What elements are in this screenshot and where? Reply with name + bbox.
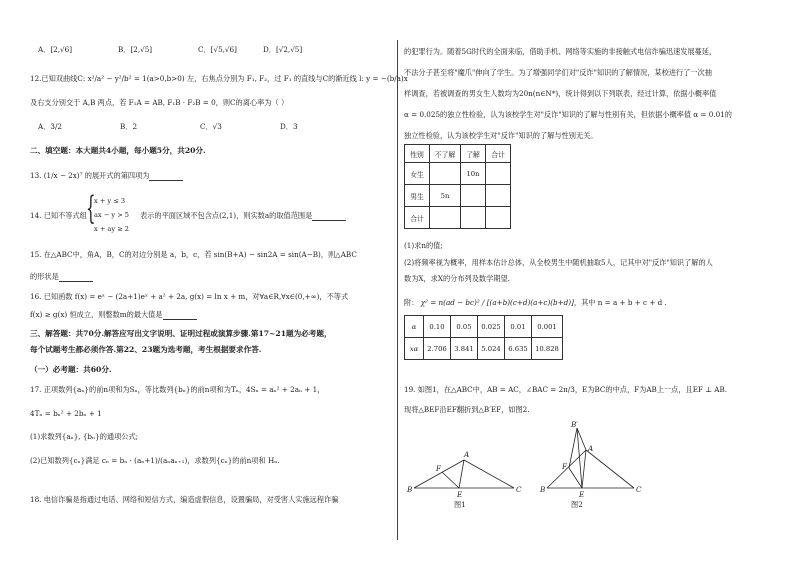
q16-line-1: 16. 已知函数 f(x) = eˣ − (2a+1)eˣ + a² + 2a, g(x) = ln x + m，对∀a∈R,∀x∈(0,+∞)，不等式 (30, 292, 349, 301)
fig2-label-b-prime: B′ (571, 420, 578, 429)
q16-line-2 (30, 310, 197, 320)
q14-ineq-2: ax − y > 5 (94, 211, 130, 219)
q18-para-line-3: 样调查，若被调查的男女生人数均为20n(n∈N*)，统计得到以下列联表，经过计算，依据小概率值 (404, 89, 717, 98)
q17-part-2: (2)已知数列{cₙ}满足 cₙ = bₙ · (aₙ+1)/(aₙaₙ₊₁)，求数列{cₙ}的前n项和 Hₙ. (30, 456, 280, 465)
fig1-caption: 图1 (454, 500, 466, 509)
table-cell (461, 207, 486, 229)
q18-part-1: (1)求n的值; (404, 241, 443, 250)
table-header-cell: 合计 (486, 145, 511, 163)
table-row (405, 207, 511, 229)
fig2-label-f: F (562, 462, 567, 471)
q16-answer-blank[interactable] (163, 312, 197, 320)
q12-line-2: 及右支分别交于 A,B 两点，若 F₁A = AB, F₁B · F₂B = 0，则C的离心率为（ ） (30, 98, 289, 107)
q15-answer-blank[interactable] (59, 274, 93, 282)
table-row (405, 316, 563, 338)
table-cell (430, 163, 461, 185)
q18-para-line-1: 的犯罪行为。随着5G时代的全面来临，借助手机、网络等实施的非接触式电信诈骗迅速发展蔓延， (404, 47, 717, 56)
q13-stem: 13. (1/x − 2x)⁷ 的展开式的第四项为 (30, 171, 150, 180)
q17-line-2: 4Tₙ = bₙ² + 2bₙ + 1 (30, 409, 102, 418)
q12-option-d: D．3 (280, 122, 298, 131)
q17-part-1: (1)求数列{aₙ}, {bₙ}的通项公式; (30, 432, 139, 441)
table-cell (430, 207, 461, 229)
q15-line-1: 15. 在△ABC中，角A，B，C的对边分别是 a，b，c，若 sin(B+A) − sin2A = sin(A−B)，则△ABC (30, 250, 357, 259)
alpha-critical-table (404, 315, 563, 360)
table-cell: α (405, 316, 424, 338)
table-cell: 10n (461, 163, 486, 185)
q14-stem: 表示的平面区域不包含点(2,1)，则实数a的取值范围是 (140, 211, 313, 220)
q14-ineq-1: x + y ≤ 3 (94, 197, 126, 205)
fig2-label-a: A (588, 444, 594, 453)
section-3-heading-1: 三、解答题：共70分.解答应写出文字说明、证明过程或演算步骤.第17~21题为必考题， (30, 329, 332, 338)
chi-square-formula: χ² = n(ad − bc)² / [(a+b)(c+d)(a+c)(b+d)] (420, 298, 574, 307)
q15-stem: 的形状是 (30, 272, 59, 281)
q13-text (30, 171, 183, 181)
table-row (405, 163, 511, 185)
column-divider (397, 40, 398, 540)
fig2-caption: 图2 (571, 500, 583, 509)
table-cell: 3.841 (451, 338, 478, 360)
section-2-heading: 二、填空题：本大题共4小题，每小题5分，共20分. (30, 146, 206, 155)
q14-ineq-3: x + ay ≥ 2 (94, 225, 130, 233)
q16-stem: f(x) ≥ g(x) 恒成立，则整数m的最大值是 (30, 310, 163, 319)
fig1-label-c: C (516, 485, 522, 494)
q18-para-line-2: 不法分子甚至将"魔爪"伸向了学生。为了增强同学们对"反诈"知识的了解情况，某校进行了一次抽 (404, 68, 712, 77)
formula-line (404, 298, 667, 308)
table-cell: 0.025 (478, 316, 505, 338)
table-cell: 10.828 (532, 338, 563, 360)
table-cell: 6.635 (505, 338, 532, 360)
table-cell: 2.706 (424, 338, 451, 360)
table-cell: 0.05 (451, 316, 478, 338)
table-cell: xα (405, 338, 424, 360)
figure-2 (539, 420, 649, 510)
q17-line-1: 17. 正项数列{aₙ}的前n项和为Sₙ，等比数列{bₙ}的前n项和为Tₙ，4Sₙ = aₙ² + 2aₙ + 1， (30, 385, 325, 394)
q18-para-line-5: 独立性检验，认为该校学生对"反诈"知识的了解与性别无关。 (404, 131, 598, 140)
contingency-table (404, 144, 511, 229)
fig2-label-e: E (579, 490, 585, 499)
q12-option-a: A．3/2 (38, 122, 62, 131)
section-3-subheading: （一）必考题：共60分. (30, 365, 112, 374)
fig2-label-b: B (540, 485, 546, 494)
table-row (405, 185, 511, 207)
fig1-label-e: E (457, 490, 463, 499)
table-row (405, 338, 563, 360)
q19-line-1: 19. 如图1，在△ABC中，AB = AC，∠BAC = 2π/3，E为BC的中点，F为AB上一点，且EF ⊥ AB. (404, 385, 728, 394)
table-header-cell: 不了解 (430, 145, 461, 163)
figure-2-diagram (539, 420, 649, 510)
q14-brace: { (86, 189, 96, 228)
q15-line-2 (30, 272, 93, 282)
table-cell: 5.024 (478, 338, 505, 360)
table-header-row (405, 145, 511, 163)
q14-pre: 14. 已知不等式组 (30, 211, 87, 220)
table-cell: 5n (430, 185, 461, 207)
table-cell: 合计 (405, 207, 430, 229)
q14-post (140, 211, 346, 221)
q11-option-c: C．[√5,√6] (198, 45, 237, 54)
q11-option-d: D．[√2,√5] (263, 45, 303, 54)
table-cell: 女生 (405, 163, 430, 185)
section-3-heading-2: 每个试题考生都必须作答.第22、23题为选考题，考生根据要求作答. (30, 345, 262, 354)
q19-line-2: 现将△BEF沿EF翻折到△B′EF，如图2. (404, 405, 530, 414)
q13-answer-blank[interactable] (149, 173, 183, 181)
table-header-cell: 了解 (461, 145, 486, 163)
figure-1 (404, 440, 534, 510)
table-cell (461, 185, 486, 207)
table-cell: 0.01 (505, 316, 532, 338)
q18-line-1: 18. 电信诈骗是指通过电话、网络和短信方式，编造虚假信息，设置骗局，对受害人实施远程诈骗 (30, 495, 339, 504)
table-cell (486, 207, 511, 229)
q18-para-line-4: α = 0.025的独立性检验，认为该校学生对"反诈"知识的了解与性别有关，但依据小概率值 α = 0.01的 (404, 110, 732, 119)
q18-part-2-line-2: 数为X，求X的分布列及数学期望. (404, 274, 510, 283)
table-cell (486, 185, 511, 207)
table-cell: 0.10 (424, 316, 451, 338)
table-cell: 0.001 (532, 316, 563, 338)
fig1-label-a: A (464, 450, 470, 459)
q12-option-b: B．2 (120, 122, 138, 131)
formula-suffix: ，其中 n = a + b + c + d . (573, 298, 667, 307)
table-cell: 男生 (405, 185, 430, 207)
fig2-label-c: C (636, 485, 642, 494)
fig1-label-b: B (407, 485, 413, 494)
q14-answer-blank[interactable] (312, 213, 346, 221)
formula-prefix: 附： (404, 298, 419, 307)
table-header-cell: 性别 (405, 145, 430, 163)
q11-option-b: B．[2,√5] (118, 45, 153, 54)
q12-line-1: 12.已知双曲线C: x²/a² − y²/b² = 1(a>0,b>0) 左，右焦点分别为 F₁, F₂，过 F₁ 的直线与C的渐近线 l: y = −(b/a)x (30, 74, 408, 83)
fig1-label-f: F (436, 464, 441, 473)
q11-option-a: A．[2,√6] (38, 45, 72, 54)
q12-option-c: C．√3 (200, 122, 222, 131)
table-cell (486, 163, 511, 185)
q18-part-2-line-1: (2)将频率视为概率，用样本估计总体，从全校男生中随机抽取5人，记其中对"反诈"知识了解的人 (404, 258, 713, 267)
